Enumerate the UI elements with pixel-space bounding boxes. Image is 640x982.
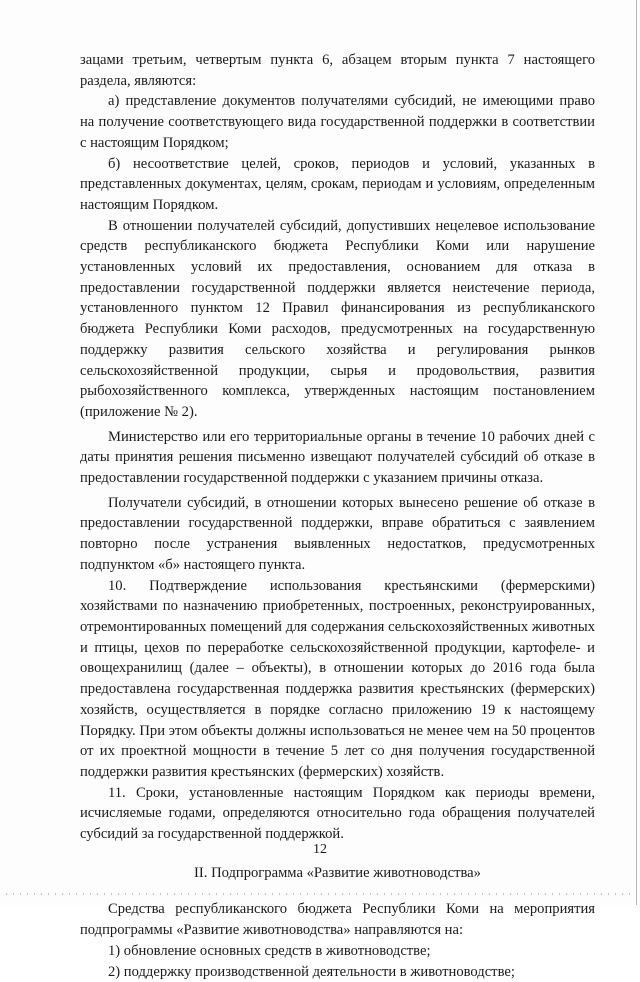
paragraph-clause-11: 11. Сроки, установленные настоящим Порядком как периоды времени, исчисляемые годами, определяются относительно года обращения получателей субсидий за государственной поддержкой. <box>80 784 595 843</box>
paragraph-misuse: В отношении получателей субсидий, допустивших нецелевое использование средств республиканского бюджета Республики Коми или нарушение установленных условий их предоставления, основанием для отказа в предоставлении государственной поддержки является неистечение периода, установленного пунктом 12 Правил финансирования из республиканского бюджета Республики Коми расходов, предусмотренных на государственную поддержку развития сельского хозяйства и регулирования рынков сельскохозяйственной продукции, сырья и продовольствия, развития рыбохозяйственного комплекса, утвержденных настоящим постановлением (приложение № 2). <box>80 217 595 420</box>
paragraph-clause-10: 10. Подтверждение использования крестьянскими (фермерскими) хозяйствами по назначению приобретенных, построенных, реконструированных, отремонтированных помещений для содержания сельскохозяйственных животных и птицы, цехов по переработке сельскохозяйственной продукции, картофеле- и овощехранилищ (далее – объекты), в отношении которых до 2016 года была предоставлена государственная поддержка развития крестьянских (фермерских) хозяйств, осуществляется в порядке согласно приложению 19 к настоящему Порядку. При этом объекты должны использоваться не менее чем на 50 процентов от их проектной мощности в течение 5 лет со дня получения государственной поддержки развития крестьянских (фермерских) хозяйств. <box>80 577 595 780</box>
scan-noise <box>6 893 634 895</box>
section-list-item-2: 2) поддержку производственной деятельности в животноводстве; <box>108 963 515 980</box>
paragraph-continuation: зацами третьим, четвертым пункта 6, абзацем вторым пункта 7 настоящего раздела, являются: <box>80 52 595 89</box>
scan-edge-line <box>636 0 637 905</box>
paragraph-item-a: а) представление документов получателями субсидий, не имеющими право на получение соответствующего вида государственной поддержки в соответствии с настоящим Порядком; <box>80 93 595 151</box>
page-number: 12 <box>313 842 327 857</box>
paragraph-notification: Министерство или его территориальные органы в течение 10 рабочих дней с даты принятия решения письменно извещают получателей субсидий об отказе в предоставлении государственной поддержки с указанием причины отказа. <box>80 428 595 487</box>
paragraph-reapply: Получатели субсидий, в отношении которых вынесено решение об отказе в предоставлении государственной поддержки, вправе обратиться с заявлением повторно после устранения выявленных недостатков, предусмотренных подпунктом «б» настоящего пункта. <box>80 494 595 573</box>
section-intro-paragraph: Средства республиканского бюджета Республики Коми на мероприятия подпрограммы «Развитие животноводства» направляются на: <box>80 901 595 939</box>
section-list-item-1: 1) обновление основных средств в животноводстве; <box>108 942 431 959</box>
section-heading: II. Подпрограмма «Развитие животноводства» <box>194 864 481 881</box>
paragraph-item-b: б) несоответствие целей, сроков, периодов и условий, указанных в представленных документах, целям, срокам, периодам и условиям, определенным настоящим Порядком. <box>80 155 595 213</box>
